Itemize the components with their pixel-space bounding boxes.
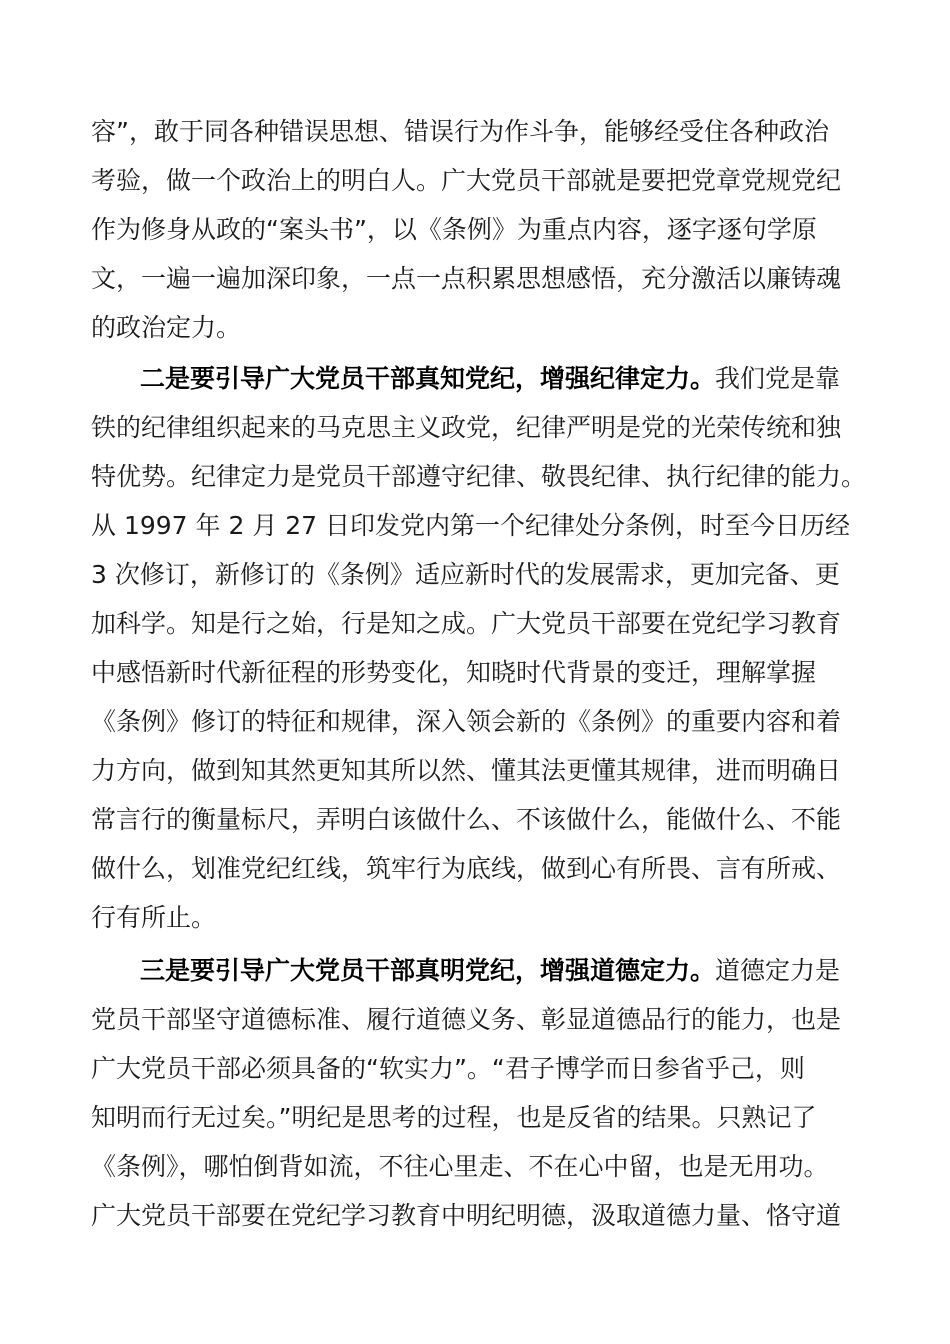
paragraph-2-line-2: 铁的纪律组织起来的马克思主义政党，纪律严明是党的光荣传统和独 (91, 413, 842, 442)
paragraph-1-line-4: 文，一遍一遍加深印象，一点一点积累思想感悟，充分激活以廉铸魂 (91, 264, 842, 293)
paragraph-2-line-10: 常言行的衡量标尺，弄明白该做什么、不该做什么，能做什么、不能 (91, 805, 842, 834)
paragraph-2-line-3: 特优势。纪律定力是党员干部遵守纪律、敬畏纪律、执行纪律的能力。 (91, 462, 867, 491)
paragraph-1-line-2: 考验，做一个政治上的明白人。广大党员干部就是要把党章党规党纪 (91, 166, 842, 195)
paragraph-2-line-12: 行有所止。 (91, 903, 217, 932)
paragraph-2-line-6: 加科学。知是行之始，行是知之成。广大党员干部要在党纪学习教育 (91, 609, 842, 638)
paragraph-3-first-line (140, 951, 920, 991)
paragraph-3-line-2: 党员干部坚守道德标准、履行道德义务、彰显道德品行的能力，也是 (91, 1005, 842, 1034)
paragraph-2-line-9: 力方向，做到知其然更知其所以然、懂其法更懂其规律，进而明确日 (91, 756, 842, 785)
paragraph-2-first-line-rest: 我们党是靠 (715, 364, 841, 393)
paragraph-3-heading: 三是要引导广大党员干部真明党纪，增强道德定力。 (140, 956, 716, 985)
paragraph-2-line-4: 从 1997 年 2 月 27 日印发党内第一个纪律处分条例，时至今日历经 (91, 511, 851, 540)
paragraph-3-line-3: 广大党员干部必须具备的“软实力”。“君子博学而日参省乎己，则 (91, 1054, 805, 1083)
paragraph-2-line-7: 中感悟新时代新征程的形势变化，知晓时代背景的变迁，理解掌握 (91, 658, 817, 687)
paragraph-3-first-line-rest: 道德定力是 (715, 956, 841, 985)
paragraph-2-heading: 二是要引导广大党员干部真知党纪，增强纪律定力。 (140, 364, 716, 393)
paragraph-1-line-3: 作为修身从政的“案头书”，以《条例》为重点内容，逐字逐句学原 (91, 215, 817, 244)
paragraph-2-line-8: 《条例》修订的特征和规律，深入领会新的《条例》的重要内容和着 (91, 707, 842, 736)
paragraph-2-first-line (140, 359, 920, 399)
paragraph-1-line-1: 容”，敢于同各种错误思想、错误行为作斗争，能够经受住各种政治 (91, 117, 829, 146)
paragraph-3-line-4: 知明而行无过矣。”明纪是思考的过程，也是反省的结果。只熟记了 (91, 1103, 817, 1132)
paragraph-2-line-5: 3 次修订，新修订的《条例》适应新时代的发展需求，更加完备、更 (91, 560, 840, 589)
paragraph-1-line-5: 的政治定力。 (91, 313, 242, 342)
paragraph-3-line-6: 广大党员干部要在党纪学习教育中明纪明德，汲取道德力量、恪守道 (91, 1201, 842, 1230)
paragraph-3-line-5: 《条例》，哪怕倒背如流，不往心里走、不在心中留，也是无用功。 (91, 1152, 829, 1181)
paragraph-2-line-11: 做什么，划准党纪红线，筑牢行为底线，做到心有所畏、言有所戒、 (91, 854, 842, 883)
